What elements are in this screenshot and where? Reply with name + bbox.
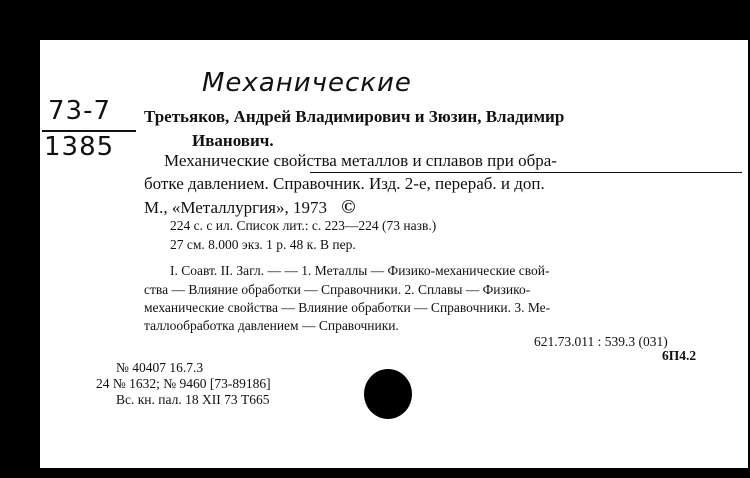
udc-index: 621.73.011 : 539.3 (031) bbox=[534, 334, 668, 349]
title-line-2: ботке давлением. Справочник. Изд. 2-е, перераб. и доп. bbox=[144, 174, 545, 193]
tracings-line-4: таллообработка давлением — Справочники. bbox=[144, 318, 399, 333]
author-heading-continued: Иванович. bbox=[192, 131, 274, 150]
author-heading: Третьяков, Андрей Владимирович и Зюзин, Владимир bbox=[144, 107, 565, 126]
call-number-top: 73-7 bbox=[48, 96, 112, 126]
call-number-bottom: 1385 bbox=[44, 132, 115, 162]
bbk-index: 6П4.2 bbox=[662, 348, 697, 363]
collation-line-1: 224 с. с ил. Список лит.: с. 223—224 (73 назв.) bbox=[170, 218, 437, 233]
tracings-line-3: механические свойства — Влияние обработки — Справочники. 3. Ме- bbox=[144, 300, 551, 315]
imprint-text: М., «Металлургия», 1973 bbox=[144, 198, 327, 217]
copyright-symbol: © bbox=[341, 197, 356, 218]
footer-line-1: № 40407 16.7.3 bbox=[116, 360, 204, 375]
footer-line-2: 24 № 1632; № 9460 [73-89186] bbox=[96, 376, 271, 391]
title-line-1: Механические свойства металлов и сплавов при обра- bbox=[164, 151, 557, 170]
tracings-line-1: I. Соавт. II. Загл. — — 1. Металлы — Физико-механические свой- bbox=[170, 263, 550, 278]
handwritten-subject-heading: Механические bbox=[202, 68, 412, 98]
library-catalog-card bbox=[40, 40, 748, 468]
collation-line-2: 27 см. 8.000 экз. 1 р. 48 к. В пер. bbox=[170, 237, 356, 252]
imprint bbox=[144, 197, 355, 219]
title-underline bbox=[310, 172, 742, 173]
card-punch-hole bbox=[364, 369, 412, 419]
footer-line-3: Вс. кн. пал. 18 XII 73 Т665 bbox=[116, 392, 270, 407]
tracings-line-2: ства — Влияние обработки — Справочники. 2. Сплавы — Физико- bbox=[144, 282, 531, 297]
